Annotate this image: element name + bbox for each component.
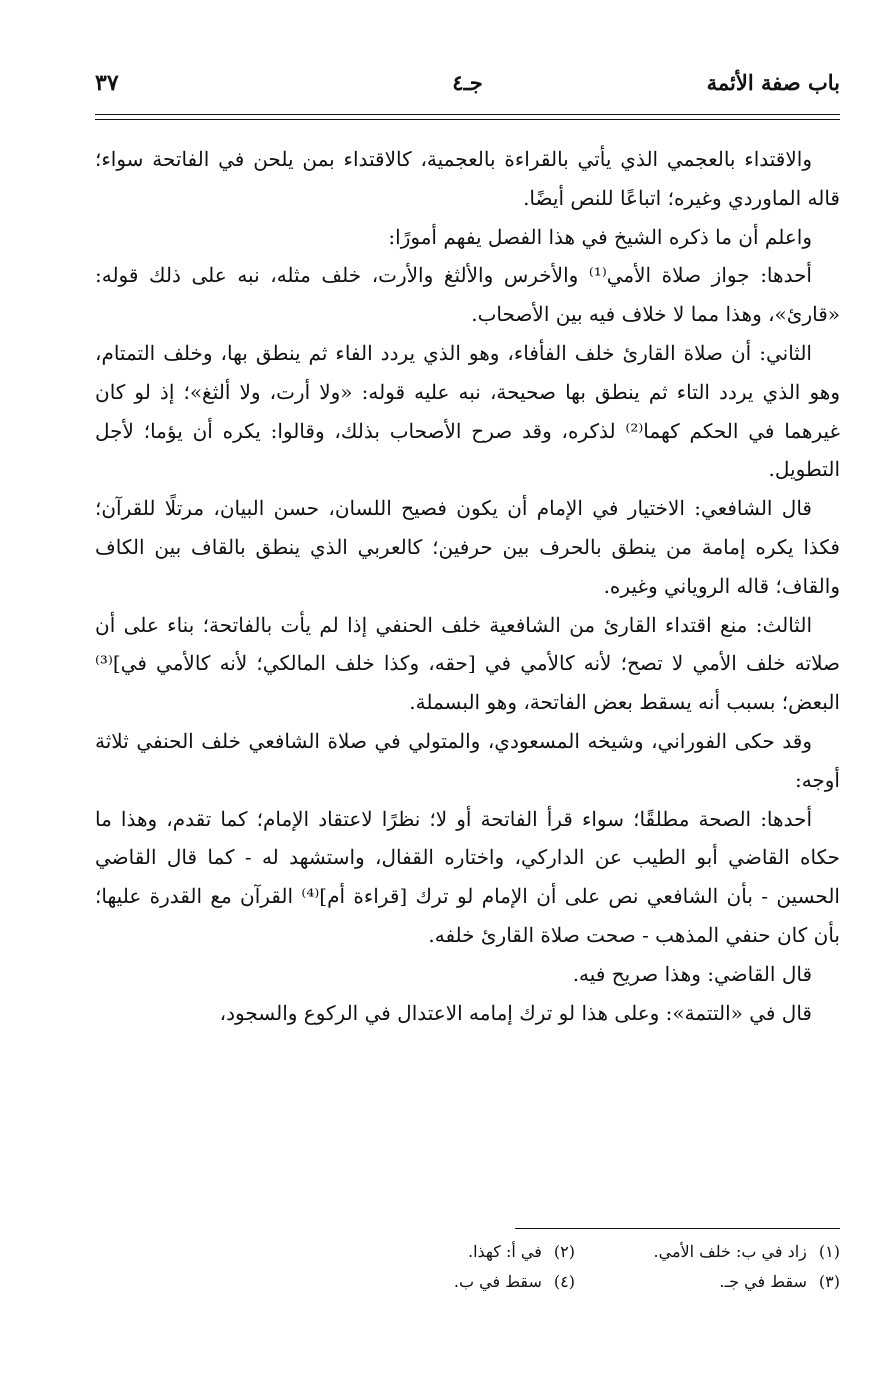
footnote-text: في أ: كهذا.: [467, 1242, 542, 1261]
running-header: [95, 70, 840, 110]
footnote: [468, 1237, 575, 1267]
footnote: [454, 1267, 575, 1297]
header-rule-top: [95, 114, 840, 115]
footnote-separator: [515, 1228, 840, 1229]
paragraph: واعلم أن ما ذكره الشيخ في هذا الفصل يفهم أمورًا:: [388, 224, 812, 249]
footnote: [654, 1237, 840, 1267]
header-rule-bottom: [95, 119, 840, 120]
footnote-number: (٣): [818, 1272, 840, 1291]
volume-label: جـ٤: [452, 70, 483, 95]
paragraph: أحدها: الصحة مطلقًا؛ سواء قرأ الفاتحة أو لا؛ نظرًا لاعتقاد الإمام؛ كما تقدم، وهذا ما حكاه القاضي أبو الطيب عن الداركي، واختاره القفال، واستشهد له - كما قال القاضي الحسين - بأن الشافعي نص على أن الإمام لو ترك [قراءة أم]⁽⁴⁾ القرآن مع القدرة عليها؛ بأن كان حنفي المذهب - صحت صلاة القارئ خلفه.: [95, 806, 840, 947]
paragraph: قال القاضي: وهذا صريح فيه.: [572, 961, 812, 986]
footnote-text: سقط في ب.: [453, 1272, 542, 1291]
paragraph: وقد حكى الفوراني، وشيخه المسعودي، والمتولي في صلاة الشافعي خلف الحنفي ثلاثة أوجه:: [95, 728, 840, 792]
paragraph: قال في «التتمة»: وعلى هذا لو ترك إمامه الاعتدال في الركوع والسجود،: [219, 1000, 812, 1025]
paragraph: والاقتداء بالعجمي الذي يأتي بالقراءة بالعجمية، كالاقتداء بمن يلحن في الفاتحة سواء؛ قاله الماوردي وغيره؛ اتباعًا للنص أيضًا.: [95, 147, 840, 210]
footnote-number: (٤): [553, 1272, 575, 1291]
page-number: ٣٧: [95, 70, 119, 96]
paragraph: الثالث: منع اقتداء القارئ من الشافعية خلف الحنفي إذا لم يأت بالفاتحة؛ بناء على أن صلاته خلف الأمي لا تصح؛ لأنه كالأمي في [حقه، وكذا خلف المالكي؛ لأنه كالأمي في]⁽³⁾ البعض؛ بسبب أنه يسقط بعض الفاتحة، وهو البسملة.: [95, 612, 840, 715]
paragraph: أحدها: جواز صلاة الأمي⁽¹⁾ والأخرس والألثغ والأرت، خلف مثله، نبه على ذلك قوله: «قارئ»، وهذا مما لا خلاف فيه بين الأصحاب.: [95, 263, 840, 327]
footnote-text: زاد في ب: خلف الأمي.: [653, 1242, 807, 1261]
footnote-number: (٢): [553, 1242, 575, 1261]
paragraph: الثاني: أن صلاة القارئ خلف الفأفاء، وهو الذي يردد الفاء ثم ينطق بها، وخلف التمتام، وهو الذي يردد التاء ثم ينطق بها صحيحة، نبه عليه قوله: «ولا أرت، ولا ألثغ»؛ إذ لو كان غيرهما في الحكم كهما⁽²⁾ لذكره، وقد صرح الأصحاب بذلك، وقالوا: يكره أن يؤما؛ لأجل التطويل.: [95, 340, 841, 482]
chapter-title: باب صفة الأئمة: [706, 70, 840, 95]
footnote: [719, 1267, 840, 1297]
footnote-number: (١): [818, 1242, 840, 1261]
main-text: [95, 140, 840, 1032]
paragraph: قال الشافعي: الاختيار في الإمام أن يكون فصيح اللسان، حسن البيان، مرتلًا للقرآن؛ فكذا يكره إمامة من ينطق بالحرف بين حرفين؛ كالعربي الذي ينطق بالقاف بين الكاف والقاف؛ قاله الروياني وغيره.: [95, 496, 840, 598]
footnote-text: سقط في جـ.: [719, 1272, 807, 1291]
